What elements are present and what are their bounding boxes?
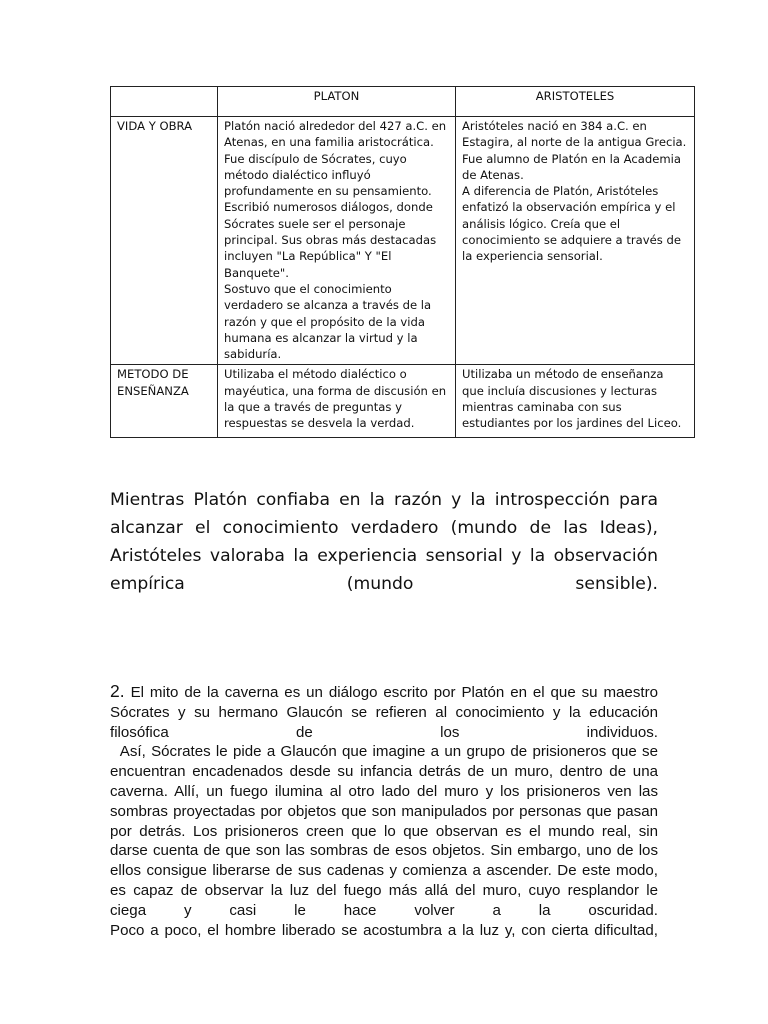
text-line: respuestas se desvela la verdad.: [224, 416, 415, 431]
table-header-aristoteles: ARISTOTELES: [456, 87, 695, 117]
text-line: principal. Sus obras más destacadas: [224, 233, 437, 248]
section-line: sombras proyectadas por objetos que son manipulados por personas que pasan: [110, 802, 658, 820]
section-line: [110, 682, 658, 703]
text-line: Utilizaba el método dialéctico o: [224, 367, 407, 382]
text-line: Fue alumno de Platón en la Academia: [462, 151, 681, 166]
text-line: ENSEÑANZA: [117, 383, 189, 398]
row-label-vida-y-obra: VIDA Y OBRA: [111, 117, 218, 365]
cell-aristoteles-vida: [456, 117, 695, 365]
text-line: incluyen "La República" Y "El: [224, 249, 392, 264]
text-line: Sócrates suele ser el personaje: [224, 216, 406, 231]
section-line: es capaz de observar la luz del fuego más allá del muro, cuyo resplandor le: [110, 881, 658, 899]
text-line: A diferencia de Platón, Aristóteles: [462, 184, 659, 199]
section-line: darse cuenta de que son las sombras de esos objetos. Sin embargo, uno de los: [110, 842, 658, 860]
summary-line: Aristóteles valoraba la experiencia sensorial y la observación: [110, 546, 658, 566]
text-line: Estagira, al norte de la antigua Grecia.: [462, 135, 687, 150]
text-line: conocimiento se adquiere a través de: [462, 233, 681, 248]
section-line: ciega y casi le hace volver a la oscuridad.: [110, 901, 658, 919]
text-line: Banquete".: [224, 265, 289, 280]
text-line: humana es alcanzar la virtud y la: [224, 330, 418, 345]
text-line: de Atenas.: [462, 167, 524, 182]
text-line: mayéutica, una forma de discusión en: [224, 383, 447, 398]
row-label-metodo-de-ensenanza: [111, 365, 218, 438]
section-line: caverna. Allí, un fuego ilumina al otro lado del muro y los prisioneros ven las: [110, 782, 658, 800]
section-line: Sócrates y su hermano Glaucón se refieren al conocimiento y la educación: [110, 703, 658, 721]
text-line: que incluía discusiones y lecturas: [462, 383, 658, 398]
cell-platon-metodo: [218, 365, 456, 438]
text-line: Fue discípulo de Sócrates, cuyo: [224, 151, 407, 166]
text-line: razón y que el propósito de la vida: [224, 314, 425, 329]
text-line: Aristóteles nació en 384 a.C. en: [462, 119, 647, 133]
text-line: Sostuvo que el conocimiento: [224, 281, 392, 296]
text-line: método dialéctico influyó: [224, 167, 371, 182]
summary-paragraph: [110, 486, 658, 598]
section-line: por detrás. Los prisioneros creen que lo que observan es el mundo real, sin: [110, 822, 658, 840]
text-line: Atenas, en una familia aristocrática.: [224, 135, 434, 150]
table-header-empty: [111, 87, 218, 117]
section-line: filosófica de los individuos.: [110, 723, 658, 741]
text-line: verdadero se alcanza a través de la: [224, 298, 432, 313]
section-line: Así, Sócrates le pide a Glaucón que imagine a un grupo de prisioneros que se: [110, 743, 658, 761]
summary-line: alcanzar el conocimiento verdadero (mundo de las Ideas),: [110, 518, 658, 538]
text-line: estudiantes por los jardines del Liceo.: [462, 416, 682, 431]
summary-line: empírica (mundo sensible).: [110, 574, 658, 594]
text-line: METODO DE: [117, 367, 189, 382]
section-number: 2.: [110, 681, 125, 701]
text-line: profundamente en su pensamiento.: [224, 184, 432, 199]
cell-aristoteles-metodo: [456, 365, 695, 438]
table-header-platon: PLATON: [218, 87, 456, 117]
text-line: Utilizaba un método de enseñanza: [462, 367, 664, 382]
text-line: enfatizó la observación empírica y el: [462, 200, 676, 215]
summary-line: Mientras Platón confiaba en la razón y la introspección para: [110, 490, 658, 510]
text-line: sabiduría.: [224, 347, 282, 362]
cell-platon-vida: [218, 117, 456, 365]
text-line: la que a través de preguntas y: [224, 400, 402, 415]
section-line: encuentran encadenados desde su infancia detrás de un muro, dentro de una: [110, 763, 658, 781]
comparison-table: [110, 86, 695, 438]
section-2-paragraph: [110, 682, 658, 940]
table-header-row: [111, 87, 695, 117]
text-line: análisis lógico. Creía que el: [462, 216, 621, 231]
section-line-text: El mito de la caverna es un diálogo escrito por Platón en el que su maestro: [130, 684, 658, 701]
text-line: mientras caminaba con sus: [462, 400, 622, 415]
table-row-vida-y-obra: [111, 117, 695, 365]
text-line: Platón nació alrededor del 427 a.C. en: [224, 119, 447, 133]
text-line: Escribió numerosos diálogos, donde: [224, 200, 433, 215]
section-line: Poco a poco, el hombre liberado se acostumbra a la luz y, con cierta dificultad,: [110, 921, 658, 939]
table-row-metodo-de-ensenanza: [111, 365, 695, 438]
text-line: la experiencia sensorial.: [462, 249, 603, 264]
section-line: ellos consigue liberarse de sus cadenas y comienza a ascender. De este modo,: [110, 862, 658, 880]
